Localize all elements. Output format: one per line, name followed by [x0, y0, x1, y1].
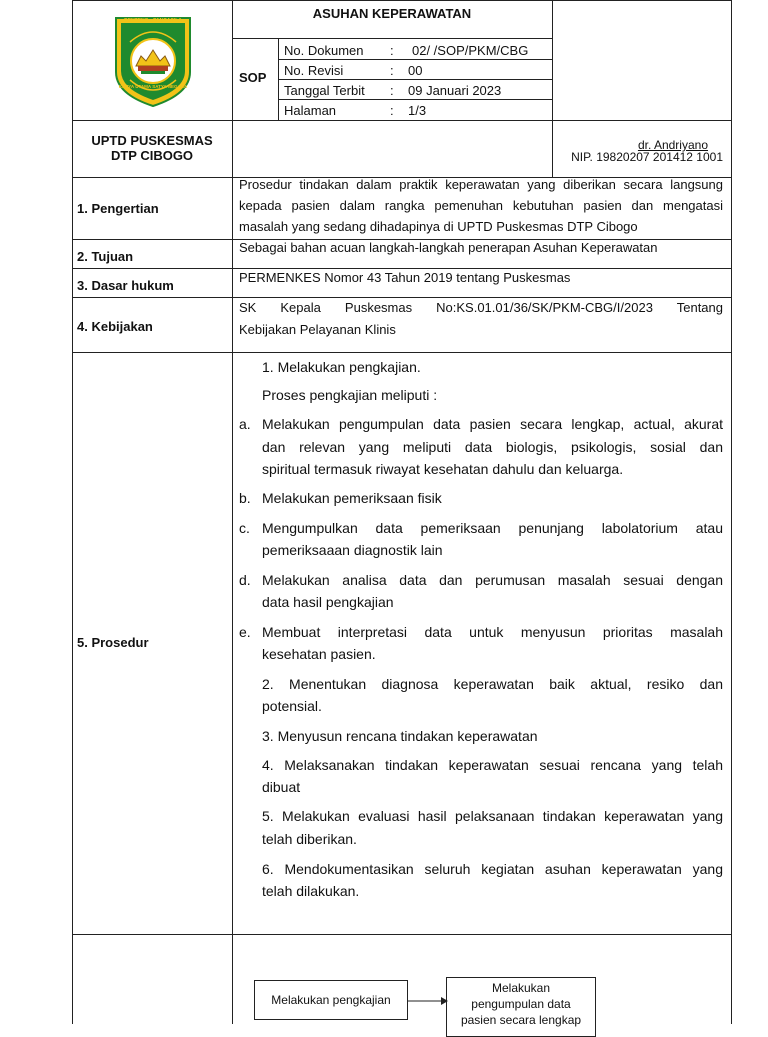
- step-6-line1: 6. Mendokumentasikan seluruh kegiatan asuhan keperawatan yang: [262, 861, 723, 877]
- halaman-colon: :: [390, 103, 394, 118]
- item-c-marker: c.: [239, 520, 250, 536]
- header-right-divider: [552, 0, 553, 120]
- item-a-marker: a.: [239, 416, 251, 432]
- pengertian-line1: Prosedur tindakan dalam praktik keperawatan yang diberikan secara langsung: [239, 177, 723, 192]
- step-2-line2: potensial.: [262, 698, 322, 714]
- step-2-line1: 2. Menentukan diagnosa keperawatan baik aktual, resiko dan: [262, 676, 723, 692]
- item-a-line3: spiritual termasuk riwayat kesehatan dahulu dan keluarga.: [262, 461, 624, 477]
- tujuan-label: 2. Tujuan: [77, 249, 134, 264]
- doc-no-colon: :: [390, 43, 394, 58]
- step-4-line1: 4. Melaksanakan tindakan keperawatan sesuai rencana yang telah: [262, 757, 723, 773]
- item-e-line1: Membuat interpretasi data untuk menyusun prioritas masalah: [262, 624, 723, 640]
- document-title: ASUHAN KEPERAWATAN: [312, 6, 472, 21]
- sop-label: SOP: [239, 70, 267, 85]
- step-5-line1: 5. Melakukan evaluasi hasil pelaksanaan tindakan keperawatan yang: [262, 808, 723, 824]
- dasar-hukum-label: 3. Dasar hukum: [77, 278, 174, 293]
- header-row-divider-3: [278, 99, 552, 100]
- kebijakan-line2: Kebijakan Pelayanan Klinis: [239, 322, 396, 337]
- tujuan-text: Sebagai bahan acuan langkah-langkah penerapan Asuhan Keperawatan: [239, 240, 658, 255]
- halaman-value: 1/3: [408, 103, 427, 118]
- item-b-line1: Melakukan pemeriksaan fisik: [262, 490, 442, 506]
- pengertian-line3: masalah yang sedang dihadapinya di UPTD Puskesmas DTP Cibogo: [239, 219, 638, 234]
- kebijakan-line1: SK Kepala Puskesmas No:KS.01.01/36/SK/PKM-CBG/I/2023 Tentang: [239, 300, 723, 315]
- prosedur-bottom-border: [72, 934, 732, 935]
- org-name-line2: DTP CIBOGO: [110, 148, 194, 163]
- signer-name: dr. Andriyano: [637, 138, 708, 152]
- item-e-marker: e.: [239, 624, 251, 640]
- signer-nip: NIP. 19820207 201412 1001: [571, 150, 723, 164]
- puskesmas-logo: [108, 14, 198, 108]
- flow-arrow: [408, 994, 448, 1006]
- step-1-intro: Proses pengkajian meliputi :: [262, 387, 438, 403]
- terbit-value: 09 Januari 2023: [408, 83, 502, 98]
- terbit-colon: :: [390, 83, 394, 98]
- doc-no-label: No. Dokumen: [284, 43, 364, 58]
- flow-box-pengumpulan-line2: pengumpulan data: [471, 997, 571, 1011]
- item-d-line2: data hasil pengkajian: [262, 594, 394, 610]
- item-d-marker: d.: [239, 572, 251, 588]
- revisi-value: 00: [408, 63, 423, 78]
- step-5-line2: telah diberikan.: [262, 831, 357, 847]
- dasar-bottom-border: [72, 297, 732, 298]
- step-4-line2: dibuat: [262, 779, 301, 795]
- header-bottom-border: [72, 120, 732, 121]
- step-1: 1. Melakukan pengkajian.: [262, 359, 421, 375]
- revisi-label: No. Revisi: [284, 63, 344, 78]
- dasar-hukum-text: PERMENKES Nomor 43 Tahun 2019 tentang Puskesmas: [239, 270, 571, 285]
- step-3: 3. Menyusun rencana tindakan keperawatan: [262, 728, 538, 744]
- pengertian-label: 1. Pengertian: [77, 201, 159, 216]
- item-c-line1: Mengumpulkan data pemeriksaan penunjang labolatorium atau: [262, 520, 723, 536]
- logo-top-text: BENTENG • PANCASILA: [124, 18, 182, 24]
- item-c-line2: pemeriksaaan diagnostik lain: [262, 542, 443, 558]
- revisi-colon: :: [390, 63, 394, 78]
- kebijakan-bottom-border: [72, 352, 732, 353]
- step-6-line2: telah dilakukan.: [262, 883, 360, 899]
- table-border-top: [72, 0, 732, 1]
- halaman-label: Halaman: [284, 103, 337, 118]
- header-row-divider-1: [278, 59, 552, 60]
- flow-box-pengumpulan-line1: Melakukan: [491, 981, 551, 995]
- table-border-right: [731, 0, 732, 1024]
- header-title-divider: [232, 38, 552, 39]
- item-e-line2: kesehatan pasien.: [262, 646, 376, 662]
- item-a-line2: dan relevan yang meliputi data biologis, psikologis, sosial dan: [262, 439, 723, 455]
- terbit-label: Tanggal Terbit: [284, 83, 365, 98]
- tujuan-bottom-border: [72, 268, 732, 269]
- item-b-marker: b.: [239, 490, 251, 506]
- kebijakan-label: 4. Kebijakan: [77, 319, 153, 334]
- item-d-line1: Melakukan analisa data dan perumusan masalah sesuai dengan: [262, 572, 723, 588]
- logo-bottom-text: KARYA UTAMA SATYA NEGARA: [118, 84, 188, 89]
- prosedur-label: 5. Prosedur: [77, 635, 149, 650]
- pengertian-line2: kepada pasien dalam rangka pemenuhan kebutuhan pasien dan mengatasi: [239, 198, 723, 213]
- flow-box-pengumpulan-line3: pasien secara lengkap: [460, 1013, 582, 1027]
- doc-no-value: 02/ /SOP/PKM/CBG: [412, 43, 529, 58]
- table-col-divider: [232, 0, 233, 1024]
- item-a-line1: Melakukan pengumpulan data pasien secara lengkap, actual, akurat: [262, 416, 723, 432]
- org-name-line1: UPTD PUSKESMAS: [91, 133, 213, 148]
- header-row-divider-2: [278, 79, 552, 80]
- flow-box-pengkajian-label: Melakukan pengkajian: [271, 993, 391, 1007]
